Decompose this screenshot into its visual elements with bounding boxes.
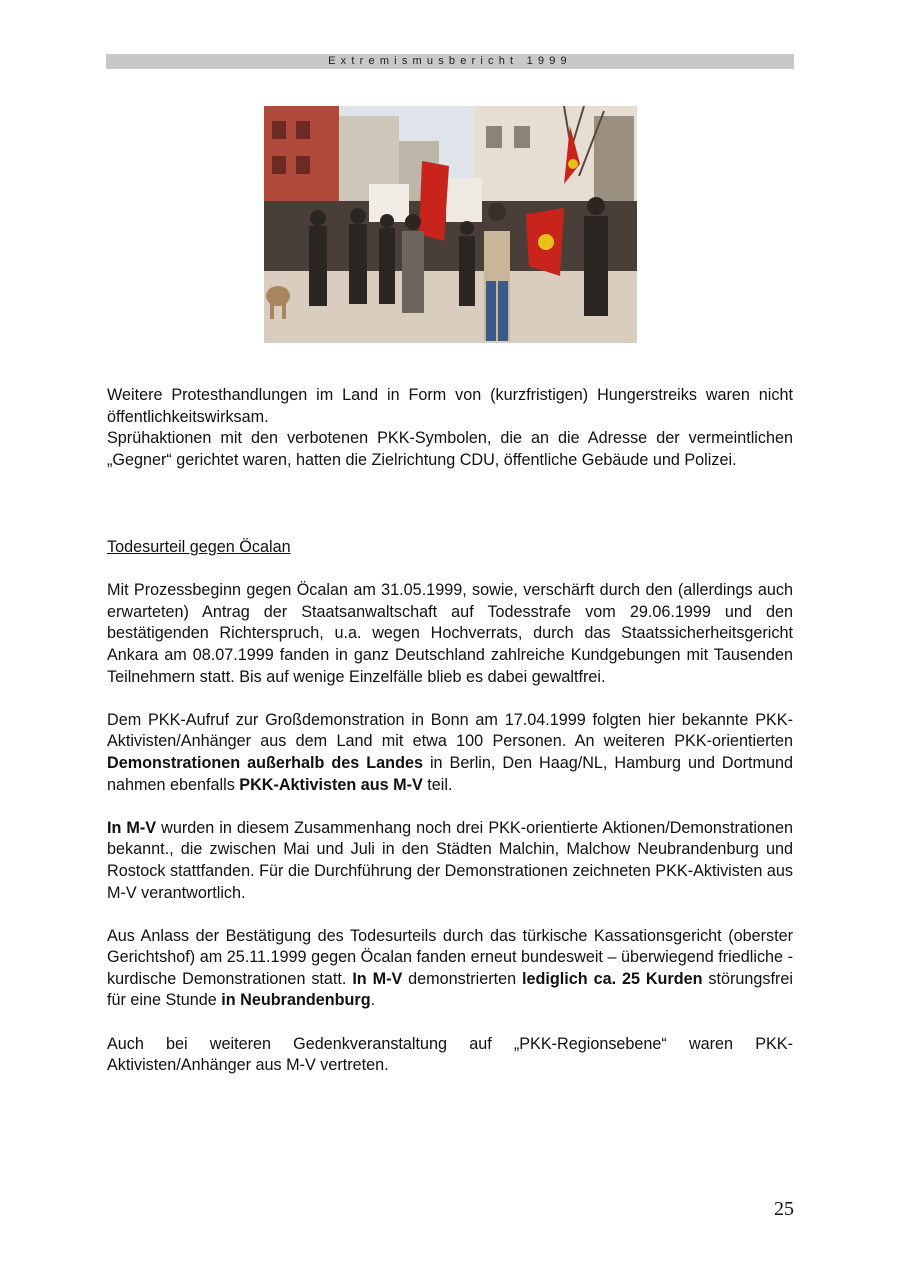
header-title: Extremismusbericht 1999 <box>328 55 572 67</box>
demonstration-photo <box>264 106 637 343</box>
header-bar <box>106 54 794 69</box>
paragraph-hungerstreiks: Weitere Protesthandlungen im Land in Form von (kurzfristigen) Hungerstreiks waren nicht öffentlichkeitswirksam. <box>107 386 793 426</box>
section-heading: Todesurteil gegen Öcalan <box>107 538 291 556</box>
paragraph-gedenkveranstaltung: Auch bei weiteren Gedenkveranstaltung auf „PKK-Regionsebene“ waren PKK-Aktivisten/Anhänger aus M-V vertreten. <box>107 1034 793 1075</box>
photo-illustration <box>264 106 637 343</box>
paragraph-grossdemonstration: Dem PKK-Aufruf zur Großdemonstration in Bonn am 17.04.1999 folgten hier bekannte PKK-Aktivisten/Anhänger aus dem Land mit etwa 100 Personen. An weiteren PKK-orientierten Demonstrationen außerhalb des Landes in Berlin, Den Haag/NL, Hamburg und Dortmund nahmen ebenfalls PKK-Aktivisten aus M-V teil. <box>107 710 794 794</box>
paragraph-aktionen-mv: In M-V wurden in diesem Zusammenhang noch drei PKK-orientierte Aktionen/Demonstrationen bekannt., die zwischen Mai und Juli in den Städten Malchin, Malchow Neubrandenburg und Rostock stattfanden. Für die Durchführung der Demonstrationen zeichneten PKK-Aktivisten aus M-V verantwortlich. <box>107 818 793 902</box>
paragraph-spruehaktionen: Sprühaktionen mit den verbotenen PKK-Symbolen, die an die Adresse der vermeintlichen „Gegner“ gerichtet waren, hatten die Zielrichtung CDU, öffentliche Gebäude und Polizei. <box>107 429 793 469</box>
body-text-main <box>107 537 793 1077</box>
paragraph-prozessbeginn: Mit Prozessbeginn gegen Öcalan am 31.05.1999, sowie, verschärft durch den (allerdings auch erwarteten) Antrag der Staatsanwaltschaft auf Todesstrafe vom 29.06.1999 und den bestätigenden Richterspruch, u.a. wegen Hochverrats, durch das Staatssicherheitsgericht Ankara am 08.07.1999 fanden in ganz Deutschland zahlreiche Kundgebungen mit Tausenden Teilnehmern statt. Bis auf wenige Einzelfälle blieb es dabei gewaltfrei. <box>107 581 793 686</box>
paragraph-kassationsgericht: Aus Anlass der Bestätigung des Todesurteils durch das türkische Kassationsgericht (oberster Gerichtshof) am 25.11.1999 gegen Öcalan fanden erneut bundesweit – überwiegend friedliche - kurdische Demonstrationen statt. In M-V demonstrierten lediglich ca. 25 Kurden störungsfrei für eine Stunde in Neubrandenburg. <box>107 926 793 1010</box>
body-text-top <box>107 385 793 471</box>
page-number: 25 <box>774 1198 794 1220</box>
